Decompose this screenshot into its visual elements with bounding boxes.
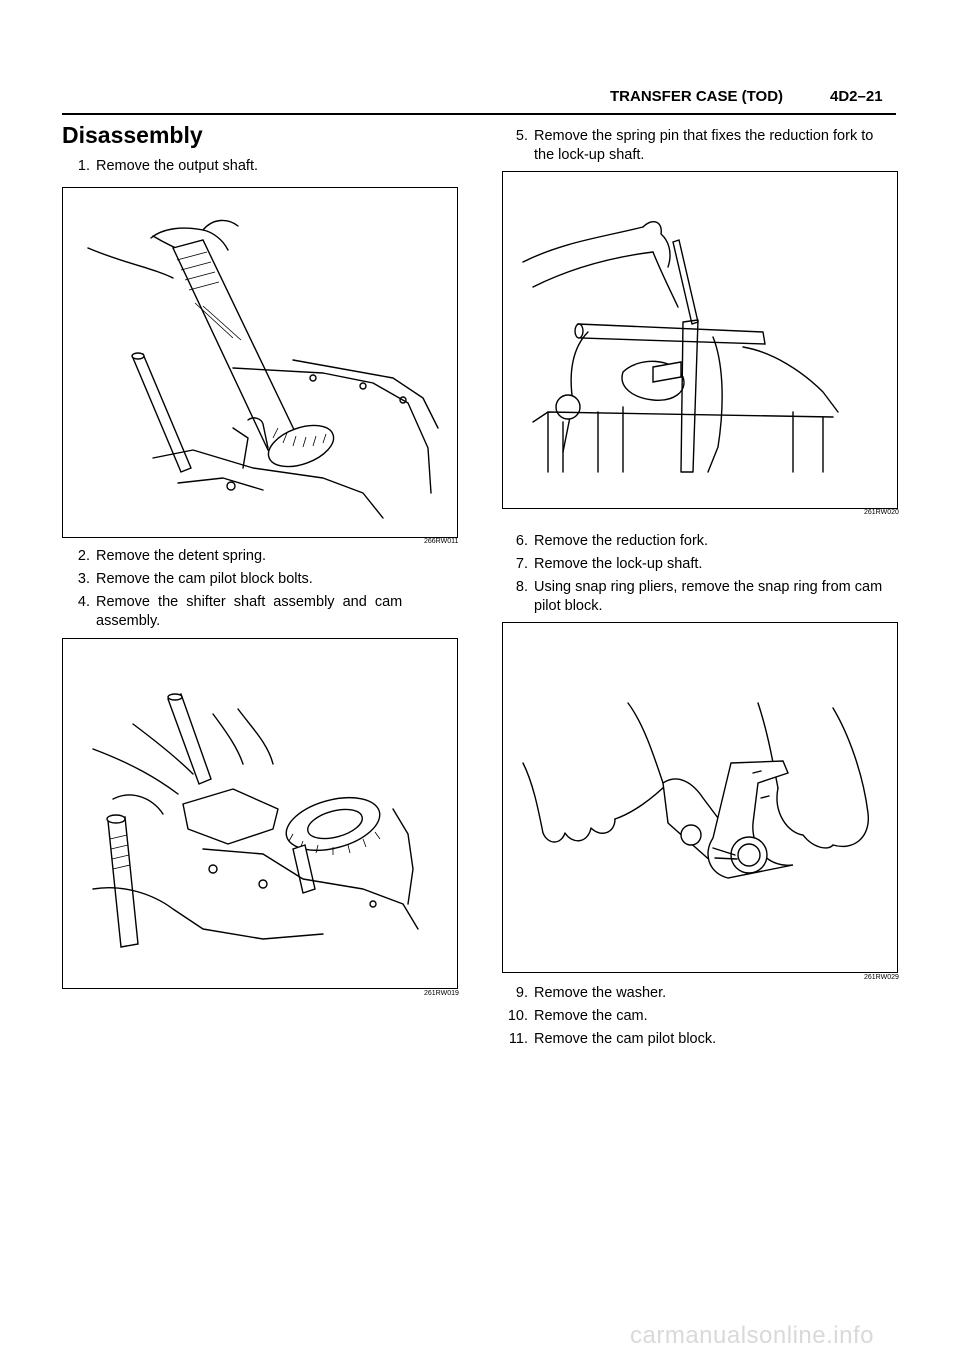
step-text-line2: the lock-up shaft. xyxy=(534,147,645,163)
step-text-line1: Remove the spring pin that fixes the reduction fork to xyxy=(534,128,874,144)
figure-output-shaft xyxy=(62,187,458,538)
figure-shifter-shaft xyxy=(62,638,458,989)
step-number: 7. xyxy=(515,556,528,572)
figure-code: 261RW019 xyxy=(424,990,459,997)
step-text-line1: Using snap ring pliers, remove the snap ring from cam xyxy=(534,579,883,595)
step-number: 6. xyxy=(515,533,528,549)
step-text-line1: Remove the shifter shaft assembly and cam xyxy=(96,594,403,610)
step-number: 10. xyxy=(507,1008,528,1024)
header-rule xyxy=(62,113,896,115)
step-text-line2: assembly. xyxy=(96,613,161,629)
step-number: 1. xyxy=(77,158,90,174)
step-text: Remove the lock-up shaft. xyxy=(534,556,703,572)
watermark: carmanualsonline.info xyxy=(630,1322,874,1349)
figure-code: 266RW011 xyxy=(424,538,459,545)
step-text: Remove the cam pilot block. xyxy=(534,1031,717,1047)
step-text: Remove the cam pilot block bolts. xyxy=(96,571,313,587)
step-text: Remove the detent spring. xyxy=(96,548,267,564)
page-header-title: TRANSFER CASE (TOD) xyxy=(610,88,784,105)
step-number: 9. xyxy=(515,985,528,1001)
page-number: 4D2–21 xyxy=(830,88,883,105)
step-number: 3. xyxy=(77,571,90,587)
snap-ring-illustration xyxy=(503,623,897,972)
step-text: Remove the washer. xyxy=(534,985,667,1001)
output-shaft-illustration xyxy=(63,188,457,537)
step-text: Remove the reduction fork. xyxy=(534,533,709,549)
figure-code: 261RW020 xyxy=(864,509,899,516)
step-number: 4. xyxy=(77,594,90,610)
shifter-shaft-illustration xyxy=(63,639,457,988)
step-number: 8. xyxy=(515,579,528,595)
figure-snap-ring xyxy=(502,622,898,973)
section-title: Disassembly xyxy=(62,122,203,148)
step-number: 11. xyxy=(508,1031,528,1047)
figure-spring-pin xyxy=(502,171,898,509)
step-number: 2. xyxy=(77,548,90,564)
step-number: 5. xyxy=(515,128,528,144)
figure-code: 261RW029 xyxy=(864,974,899,981)
step-text: Remove the cam. xyxy=(534,1008,648,1024)
step-text: Remove the output shaft. xyxy=(96,158,259,174)
step-text-line2: pilot block. xyxy=(534,598,603,614)
spring-pin-illustration xyxy=(503,172,897,508)
